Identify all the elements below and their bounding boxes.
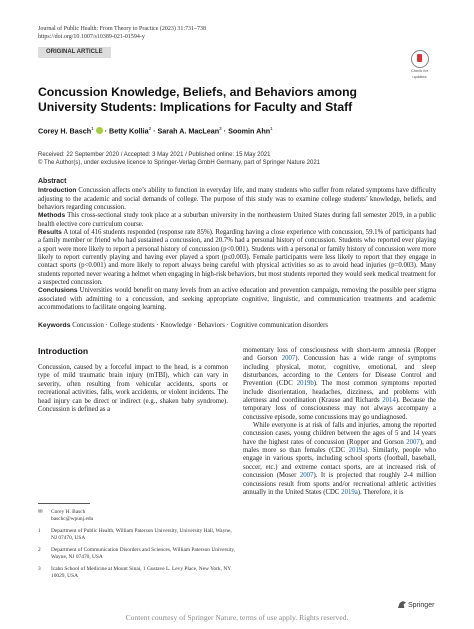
citation-link[interactable]: 2019a <box>341 488 358 496</box>
springer-horse-icon <box>398 601 406 608</box>
introduction-paragraph <box>243 422 436 497</box>
orcid-icon[interactable] <box>96 127 103 134</box>
abstract-methods-text: This cross-sectional study took place at a suburban university in the northeastern United States during fall semester 2019, in a public health elective core curriculum course. <box>38 212 437 228</box>
publication-history <box>38 152 320 167</box>
affiliation-2 <box>38 547 238 561</box>
publisher-name: Springer <box>407 602 435 609</box>
copyright-line: © The Author(s), under exclusive licence to Springer-Verlag GmbH Germany, part of Springer Nature 2021 <box>38 159 320 166</box>
author-name[interactable]: Sarah A. MacLean <box>157 126 220 136</box>
author-affiliation: 1 <box>270 126 273 131</box>
journal-citation <box>38 26 206 41</box>
article-title: Concussion Knowledge, Beliefs, and Behaviors among University Students: Implications for Faculty and Staff <box>38 85 357 114</box>
text-run: ), and males more so than females (CDC <box>243 438 436 455</box>
abstract-intro-heading: Introduction <box>38 187 77 195</box>
keywords-heading: Keywords <box>38 322 71 329</box>
affiliation-3 <box>38 566 238 580</box>
affiliation-text: Department of Communication Disorders and Sciences, William Paterson University, Wayne, NJ 07470, USA <box>51 547 236 560</box>
text-run: ). It is projected that roughly 2-4 million concussions result from sports and/or recreational athletic activities annually in the United States (CDC <box>243 472 436 496</box>
keywords-list: Concussion · College students · Knowledge · Behaviors · Cognitive communication disorders <box>72 322 328 329</box>
abstract-heading: Abstract <box>38 178 67 185</box>
author-name[interactable]: Betty Kollia <box>109 126 149 136</box>
updates-label-1: Check for <box>410 68 429 73</box>
citation-link[interactable]: 2007 <box>281 355 296 363</box>
text-run: ). Concussion has a wide range of symptoms including physical, motor, cognitive, emotional, and sleep disturbances, according to the Centers for Disease Control and Prevention (CDC <box>243 355 436 388</box>
bookmark-icon <box>411 50 429 68</box>
citation-link[interactable]: 2014 <box>382 397 396 405</box>
check-for-updates-button[interactable] <box>403 50 436 83</box>
text-run: ). Because the temporary loss of consciousness may not always accompany a concussive episode, some concussions may go undiagnosed. <box>243 397 436 421</box>
abstract-conclusions-text: Universities would benefit on many levels from an active education and prevention campaign, removing the possible peer stigma associated with admitting to a concussion, and seeking appropriate cognitive, linguistic, and communication treatments and academic accommodations to facilitate ongoing learning. <box>38 287 436 312</box>
introduction-paragraph: Concussion, caused by a forceful impact to the head, is a common type of mild traumatic brain injury (mTBI), which can vary in severity, often resulting from vehicular accidents, sports or recreational activities, falls, work accidents, or violent incidents. The head injury can be direct or indirect (e.g., shaken baby syndrome). Concussion is defined as a <box>38 364 228 414</box>
introduction-paragraph <box>243 347 436 422</box>
text-run: momentary loss of consciousness with short-term amnesia (Ropper and Gorson <box>243 347 436 363</box>
abstract-results-heading: Results <box>38 229 62 237</box>
publisher-logo <box>398 601 434 609</box>
article-type-badge: ORIGINAL ARTICLE <box>38 47 111 58</box>
affiliation-text: Icahn School of Medicine at Mount Sinai, 1 Gustave L. Levy Place, New York, NY 10029, USA <box>51 566 231 579</box>
author-affiliation: 3 <box>219 126 222 131</box>
journal-line: Journal of Public Health: From Theory to Practice (2023) 31:731–738 <box>38 26 207 32</box>
affiliation-number: 1 <box>38 528 41 534</box>
introduction-heading: Introduction <box>38 346 89 356</box>
introduction-column-right <box>243 347 436 497</box>
doi-link[interactable]: https://doi.org/10.1007/s10389-021-01594-y <box>38 33 145 40</box>
affiliation-1 <box>38 528 238 542</box>
abstract-intro-text: Concussion affects one’s ability to function in everyday life, and many students who suffer from related symptoms have difficulty adjusting to the academic and social demands of college. The purpose of this study was to examine college students’ knowledge, beliefs, and behaviors regarding concussion. <box>38 187 436 212</box>
author-name[interactable]: Soomin Ahn <box>228 126 271 136</box>
author-list: Corey H. Basch$^1$ · Betty Kollia$^2$ · Sarah A. MacLean$^3$ · Soomin Ahn$^1$ <box>38 126 273 136</box>
abstract <box>38 178 436 313</box>
keywords <box>38 322 436 329</box>
affiliation-number: 3 <box>38 566 41 572</box>
corresponding-email[interactable]: baschc@wpunj.edu <box>51 516 94 522</box>
received-dates: Received: 22 September 2020 / Accepted: 3 May 2021 / Published online: 15 May 2021 <box>38 152 271 158</box>
updates-label-2: updates <box>412 73 427 79</box>
abstract-conclusions-heading: Conclusions <box>38 287 78 295</box>
introduction-column-left <box>38 364 228 414</box>
text-run: ). The most common symptoms reported include disorientation, headaches, dizziness, and problems with alertness and coordination (Krause and Richards <box>243 380 436 405</box>
abstract-methods-heading: Methods <box>38 212 66 220</box>
affiliation-text: Department of Public Health, William Paterson University, University Hall, Wayne, NJ 07470, USA <box>51 528 232 541</box>
citation-link[interactable]: 2019a <box>348 447 366 455</box>
author-affiliation: 2 <box>148 126 152 131</box>
text-run: ). Similarly, people who engage in various sports, including school sports (football, baseball, soccer, etc.) and extreme contact sports, are at increased risk of concussion (Moser <box>243 447 436 480</box>
citation-link[interactable]: 2007 <box>406 438 420 446</box>
citation-link[interactable]: 2007 <box>299 472 314 480</box>
author-affiliation: 1 <box>91 126 94 131</box>
text-run: ). Therefore, it is <box>357 488 404 496</box>
affiliation-number: 2 <box>38 547 41 553</box>
author-name[interactable]: Corey H. Basch <box>38 126 92 136</box>
corresponding-name: Corey H. Basch <box>51 509 86 515</box>
corresponding-author <box>38 509 238 523</box>
envelope-icon: ✉ <box>38 509 43 515</box>
abstract-results-text: A total of 416 students responded (response rate 85%). Regarding having a close experience with concussion, 59.1% of participants had a family member or friend who had sustained a concussion, and 20.7% had a personal history of concussion. Students who reported ever playing a sport were more likely to report a personal history of concussion (p<0.001). Students with a personal or family history of concussion were more likely to report currently playing and having ever played a sport (p≤0.003). Female participants were less likely to report that they engage in contact sports (p<0.001) and more likely to report always being careful with physical activities so as to avoid head injuries (p=0.003). Many students reported never wearing a helmet when engaging in high-risk behaviors, but most students reported they would seek medical treatment for a suspected concussion. <box>38 229 437 287</box>
courtesy-notice: Content courtesy of Springer Nature, terms of use apply. Rights reserved. <box>125 613 349 622</box>
footnote-divider <box>38 503 90 504</box>
citation-link[interactable]: 2019b <box>296 380 314 388</box>
text-run: While everyone is at risk of falls and injuries, among the reported concussion cases, young children between the ages of 5 and 14 years have the highest rates of concussion (Ropper and Gorson <box>243 422 436 446</box>
